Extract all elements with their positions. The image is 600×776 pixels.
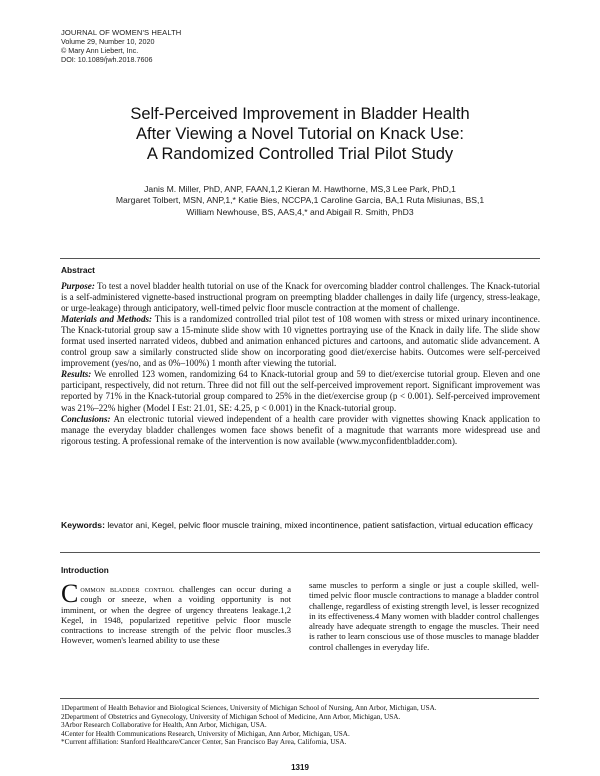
doi: DOI: 10.1089/jwh.2018.7606 — [61, 55, 153, 64]
abstract-body — [61, 281, 540, 447]
conclusions-label: Conclusions: — [61, 413, 111, 424]
author-line: Janis M. Miller, PhD, ANP, FAAN,1,2 Kieran M. Hawthorne, MS,3 Lee Park, PhD,1 — [144, 184, 456, 194]
keywords-text: levator ani, Kegel, pelvic floor muscle training, mixed incontinence, patient satisfaction, virtual education efficacy — [104, 520, 533, 530]
footnote: 3Arbor Research Collaborative for Health, Ann Arbor, Michigan, USA. — [61, 721, 267, 730]
intro-left-text: challenges can occur during a cough or sneeze, when a voiding opportunity is not imminent, or when the degree of urgency threatens leakage.1,2 Kegel, in 1948, popularized repetitive pelvic floor muscle contractions to increase strength of the pelvic floor muscles.3 However, women's learned ability to use these — [61, 584, 292, 646]
methods-label: Materials and Methods: — [61, 314, 153, 325]
conclusions-text: An electronic tutorial viewed independent of a health care provider with vignettes showing Knack application to manage the everyday bladder challenges women face shows benefit of a magnitude that warrants more widespread use and rigorous testing. A professional remake of the intervention is now available (www.myconfidentbladder.com). — [61, 413, 540, 446]
footnote: 2Department of Obstetrics and Gynecology, University of Michigan School of Medicine, Ann Arbor, Michigan, USA. — [61, 712, 401, 721]
abstract-methods — [61, 314, 540, 369]
drop-cap: C — [61, 579, 79, 608]
intro-left-column — [61, 579, 292, 646]
intro-paragraph — [61, 579, 292, 646]
intro-smallcaps: ommon bladder control — [80, 584, 175, 594]
purpose-text: To test a novel bladder health tutorial on use of the Knack for overcoming bladder control challenges. The Knack-tutorial is a self-administered vignette-based instructional program on preempting bladder challenges in daily life (urgency, stress-leakage, or urge-leakage) through anticipatory, well-timed pelvic floor muscle contraction at the moment of challenge. — [61, 281, 540, 314]
footnotes — [61, 704, 540, 747]
intro-right-column — [309, 580, 539, 652]
results-text: We enrolled 123 women, randomizing 64 to Knack-tutorial group and 59 to diet/exercise tutorial group. Eleven and one participant, respectively, did not return. Three did not fill out the self-perceived improvement report. Significant improvement was reported by 71% in the Knack-tutorial group compared to 25% in the diet/exercise group (p < 0.001). Self-perceived improvement was 21%–22% higher (Model I Est: 21.01, SE: 4.25, p < 0.001) in the Knack-tutorial group. — [61, 369, 540, 413]
footnote-divider — [60, 698, 539, 699]
footnote: 1Department of Health Behavior and Biological Sciences, University of Michigan School of Nursing, Ann Arbor, Michigan, USA. — [61, 704, 437, 712]
introduction-heading: Introduction — [61, 566, 109, 575]
footnote: *Current affiliation: Stanford Healthcare/Cancer Center, San Francisco Bay Area, California, USA. — [61, 738, 347, 747]
author-line: Margaret Tolbert, MSN, ANP,1,* Katie Bies, NCCPA,1 Caroline Garcia, BA,1 Ruta Misiunas, BS,1 — [115, 195, 485, 206]
footnote: 4Center for Health Communications Research, University of Michigan, Ann Arbor, Michigan, USA. — [61, 729, 350, 738]
abstract-heading: Abstract — [61, 265, 95, 275]
page-number: 1319 — [291, 763, 309, 772]
abstract-results — [61, 369, 540, 413]
title-line: A Randomized Controlled Trial Pilot Study — [146, 145, 454, 163]
author-line: William Newhouse, BS, AAS,4,* and Abigail R. Smith, PhD3 — [186, 206, 414, 217]
intro-right-text: same muscles to perform a single or just a couple skilled, well-timed pelvic floor muscle contractions to manage a bladder control challenge, regardless of existing strength level, is lesser recognized in its effectiveness.4 Many women with bladder control challenges already have adequate strength to engage the muscles. Their need is rather to learn conscious use of those muscles to manage bladder control challenges in everyday life. — [309, 580, 539, 652]
results-label: Results: — [61, 369, 92, 380]
journal-header — [61, 28, 361, 64]
divider-top — [60, 258, 540, 259]
journal-name: JOURNAL OF WOMEN'S HEALTH — [61, 28, 182, 37]
copyright: © Mary Ann Liebert, Inc. — [61, 46, 139, 55]
volume-info: Volume 29, Number 10, 2020 — [61, 37, 155, 46]
keywords — [61, 520, 540, 531]
abstract-purpose — [61, 281, 540, 314]
title-line: Self-Perceived Improvement in Bladder Health — [130, 105, 470, 123]
title-line: After Viewing a Novel Tutorial on Knack Use: — [135, 125, 465, 143]
article-title — [60, 104, 540, 164]
abstract-conclusions — [61, 414, 540, 447]
divider-bottom — [60, 552, 540, 553]
methods-text: This is a randomized controlled trial pilot test of 108 women with stress or mixed urinary incontinence. The Knack-tutorial group saw a 15-minute slide show with 10 vignettes portraying use of the Knack in daily life. The slide show format used inserted narrated videos, dubbed and animation enhanced pictures and cartoons, and automatic slide advancement. A control group saw a similarly constructed slide show on incorporating good diet/exercise habits. Outcomes were self-perceived improvement (yes/no, and as 0%–100%) 1 month after viewing the tutorial. — [61, 314, 540, 369]
purpose-label: Purpose: — [61, 281, 95, 291]
keywords-label: Keywords: — [61, 520, 105, 530]
author-list — [60, 184, 540, 218]
